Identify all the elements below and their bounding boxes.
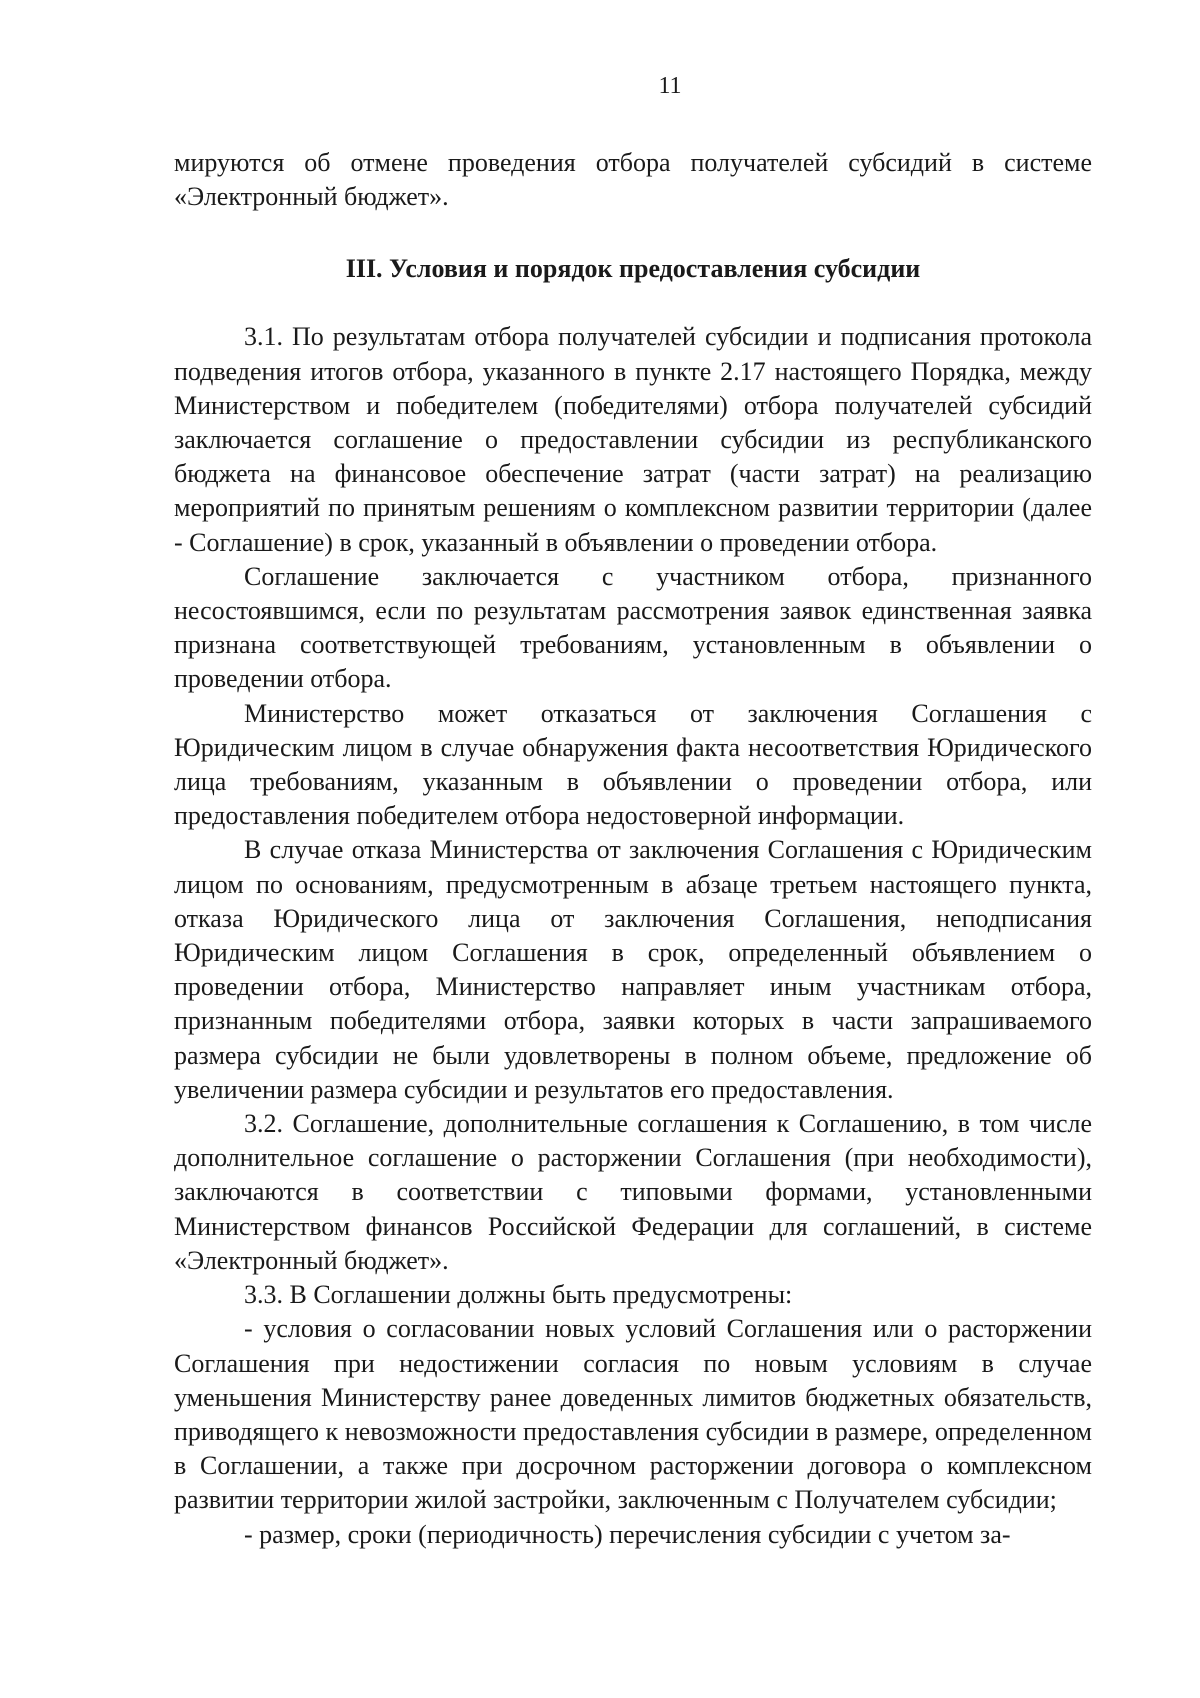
paragraph-3-2: 3.2. Соглашение, дополнительные соглашения к Соглашению, в том числе дополнительное соглашение о расторжении Соглашения (при необходимости), заключаются в соответствии с типовыми формами, установленными Министерством финансов Российской Федерации для соглашений, в системе «Электронный бюджет». <box>174 1109 1092 1275</box>
list-item-amount-terms: - размер, сроки (периодичность) перечисления субсидии с учетом за- <box>244 1519 1011 1549</box>
paragraph-continuation: мируются об отмене проведения отбора получателей субсидий в системе «Электронный бюджет». <box>174 148 1092 212</box>
paragraph-agreement-single: Соглашение заключается с участником отбора, признанного несостоявшимся, если по результатам рассмотрения заявок единственная заявка признана соответствующей требованиям, установленным в объявлении о проведении отбора. <box>174 561 1092 694</box>
page-number: 11 <box>658 73 682 99</box>
section-title: III. Условия и порядок предоставления субсидии <box>345 254 921 284</box>
paragraph-3-3: 3.3. В Соглашении должны быть предусмотрены: <box>244 1280 793 1310</box>
paragraph-refusal-case: В случае отказа Министерства от заключения Соглашения с Юридическим лицом по основаниям, предусмотренным в абзаце третьем настоящего пункта, отказа Юридического лица от заключения Соглашения, неподписания Юридическим лицом Соглашения в срок, определенный объявлением о проведении отбора, Министерство направляет иным участникам отбора, признанным победителями отбора, заявки которых в части запрашиваемого размера субсидии не были удовлетворены в полном объеме, предложение об увеличении размера субсидии и результатов его предоставления. <box>174 835 1092 1104</box>
document-body <box>174 146 1092 1552</box>
paragraph-3-1: 3.1. По результатам отбора получателей субсидии и подписания протокола подведения итогов отбора, указанного в пункте 2.17 настоящего Порядка, между Министерством и победителем (победителями) отбора получателей субсидий заключается соглашение о предоставлении субсидии из республиканского бюджета на финансовое обеспечение затрат (части затрат) на реализацию мероприятий по принятым решениям о комплексном развитии территории (далее - Соглашение) в срок, указанный в объявлении о проведении отбора. <box>174 322 1092 557</box>
list-item-conditions: - условия о согласовании новых условий Соглашения или о расторжении Соглашения при недостижении согласия по новым условиям в случае уменьшения Министерству ранее доведенных лимитов бюджетных обязательств, приводящего к невозможности предоставления субсидии в размере, определенном в Соглашении, а также при досрочном расторжении договора о комплексном развитии территории жилой застройки, заключенным с Получателем субсидии; <box>174 1314 1092 1515</box>
paragraph-ministry-refusal: Министерство может отказаться от заключения Соглашения с Юридическим лицом в случае обнаружения факта несоответствия Юридического лица требованиям, указанным в объявлении о проведении отбора, или предоставления победителем отбора недостоверной информации. <box>174 698 1092 831</box>
